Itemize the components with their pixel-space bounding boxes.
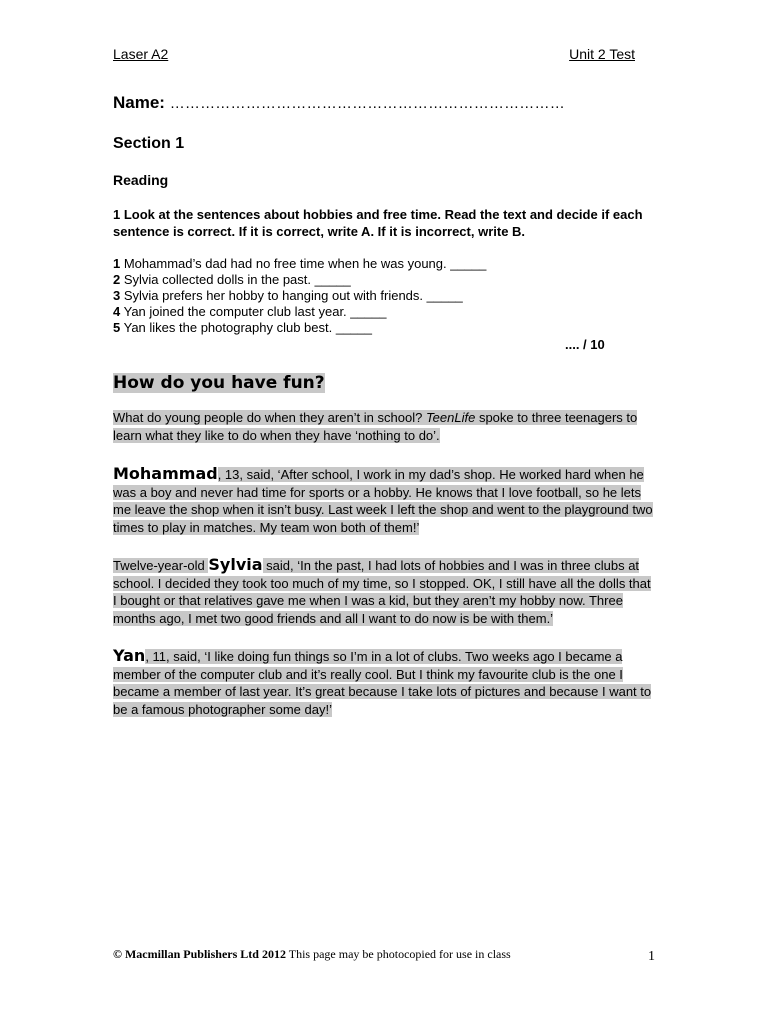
question-item: [113, 304, 653, 320]
question-number: 5: [113, 320, 121, 335]
question-number: 3: [113, 288, 121, 303]
subsection-title: Reading: [113, 172, 169, 188]
question-item: [113, 256, 653, 272]
name-label: Name:: [113, 93, 165, 112]
question-number: 1: [113, 256, 121, 271]
sylvia-intro: Twelve-year-old: [113, 558, 209, 573]
yan-text: , 11, said, ‘I like doing fun things so I’m in a lot of clubs. Two weeks ago I became a member of the computer club and it’s really cool. But I think my favourite club is the one I became a member of last year. It’s great because I take lots of pictures and because I want to be a famous photographer some day!’: [113, 649, 652, 717]
question-item: [113, 320, 653, 336]
magazine-name: TeenLife: [425, 410, 476, 425]
name-field: [113, 93, 565, 113]
mohammad-name: Mohammad: [113, 464, 218, 483]
question-number: 2: [113, 272, 121, 287]
test-title: Unit 2 Test: [569, 46, 635, 62]
sylvia-paragraph: [113, 556, 653, 627]
course-title: Laser A2: [113, 46, 169, 62]
copyright-holder: © Macmillan Publishers Ltd 2012: [113, 947, 286, 961]
intro-text-start: What do young people do when they aren’t in school?: [113, 410, 426, 425]
question-text: Sylvia collected dolls in the past. _____: [120, 272, 351, 287]
article-intro: [113, 409, 653, 444]
mohammad-paragraph: [113, 465, 653, 536]
page-footer: [113, 947, 655, 967]
photocopy-note: This page may be photocopied for use in class: [285, 947, 511, 961]
article-title-text: How do you have fun?: [113, 373, 325, 393]
question-text: Sylvia prefers her hobby to hanging out with friends. _____: [120, 288, 463, 303]
sylvia-name: Sylvia: [208, 555, 263, 574]
question-item: [113, 272, 653, 288]
question-text: Mohammad’s dad had no free time when he was young. _____: [120, 256, 487, 271]
copyright-notice: [113, 947, 511, 962]
page-header: [113, 46, 635, 66]
sylvia-text: said, ‘In the past, I had lots of hobbies and I was in three clubs at school. I decided they took too much of my time, so I stopped. OK, I still have all the dolls that I bought or that relatives gave me when I was a kid, but they aren’t my hobby now. Three months ago, I met two good friends and all I want to do now is be with them.’: [113, 558, 651, 626]
task-instruction: 1 Look at the sentences about hobbies and free time. Read the text and decide if each sentence is correct. If it is correct, write A. If it is incorrect, write B.: [113, 207, 643, 239]
yan-paragraph: [113, 647, 653, 718]
name-blank: ……………………………………………………………………: [169, 95, 565, 112]
yan-name: Yan: [113, 646, 146, 665]
question-list: [113, 256, 653, 336]
section-title: Section 1: [113, 135, 185, 152]
page-number: 1: [648, 949, 655, 964]
score-box: .... / 10: [565, 337, 605, 352]
question-text: Yan likes the photography club best. _____: [120, 320, 372, 335]
article-title: [113, 373, 325, 393]
intro-text-end: spoke to three teenagers to learn what they like to do when they have ‘nothing to do’.: [113, 410, 638, 443]
question-text: Yan joined the computer club last year. _____: [120, 304, 387, 319]
question-number: 4: [113, 304, 121, 319]
mohammad-text: , 13, said, ‘After school, I work in my dad’s shop. He worked hard when he was a boy and never had time for sports or a hobby. He knows that I love football, so he lets me leave the shop when it isn’t busy. Last week I left the shop and went to the playground two times to play in matches. My team won both of them!’: [113, 467, 653, 535]
question-item: [113, 288, 653, 304]
